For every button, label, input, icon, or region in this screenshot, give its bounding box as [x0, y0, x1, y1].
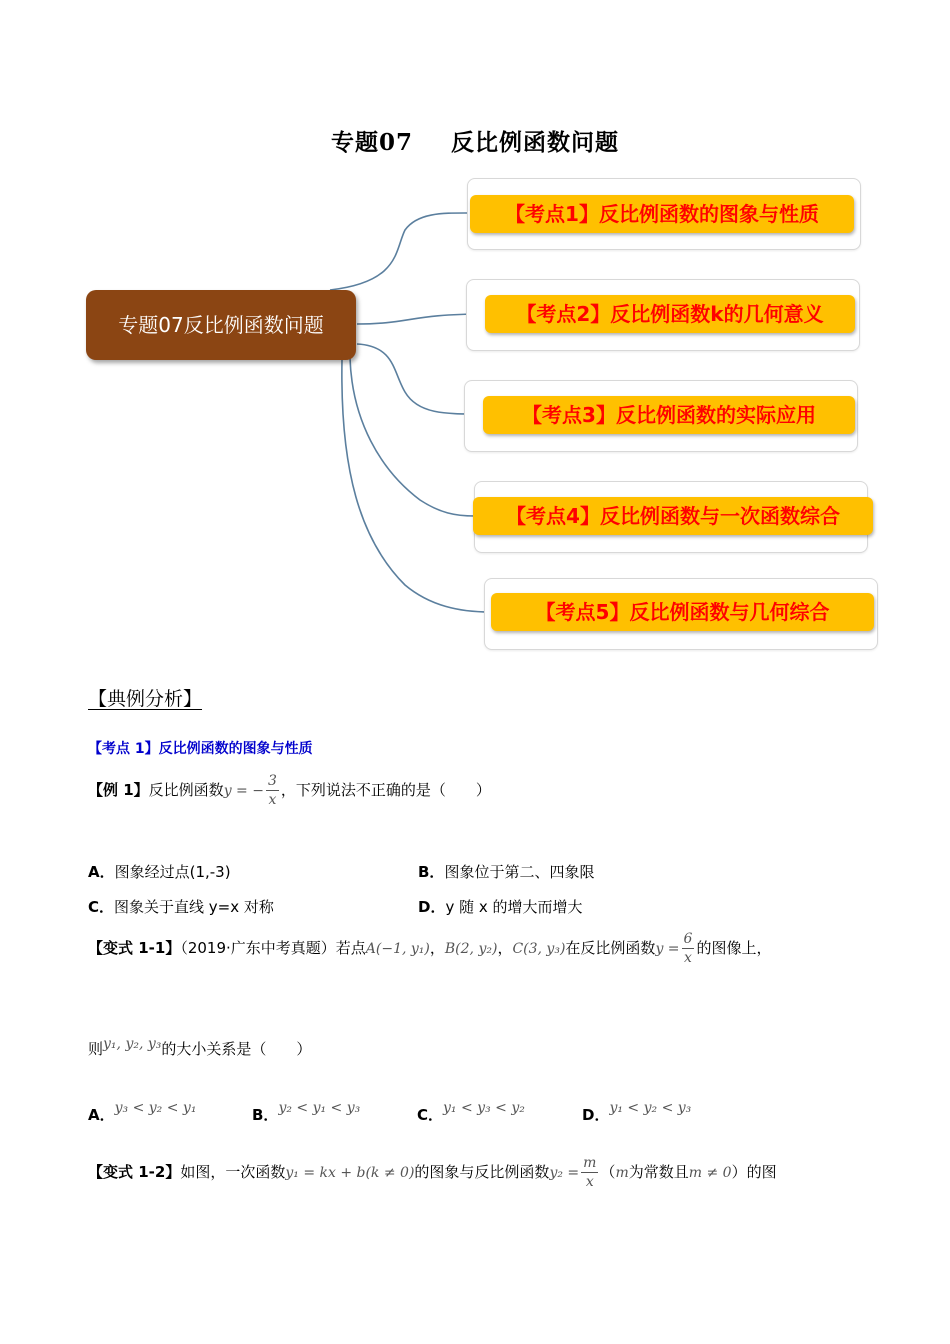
variant-1-1-fraction	[682, 930, 695, 967]
connector-1	[330, 213, 470, 290]
variant-1-1-option-b[interactable]	[252, 1098, 360, 1125]
option-text: 图象关于直线 y=x 对称	[114, 898, 274, 916]
section-heading: 【典例分析】	[88, 688, 203, 710]
fraction-denominator: x	[268, 792, 277, 808]
variant-1-2-text: ）的图	[731, 1163, 777, 1181]
fraction-denominator: x	[585, 1174, 594, 1190]
example-1-question: ，下列说法不正确的是（ ）	[280, 781, 491, 799]
variant-1-1-option-a[interactable]	[88, 1098, 196, 1125]
variant-1-1-text-after: 的图像上，	[696, 939, 772, 957]
variant-1-1-text: 在反比例函数	[565, 939, 656, 957]
fraction-denominator: x	[684, 950, 692, 966]
example-1-stem	[88, 772, 491, 809]
option-letter: D．	[418, 898, 446, 916]
variant-1-2-condition: m ≠ 0	[688, 1165, 732, 1181]
point-c: C(3, y₃)	[512, 941, 566, 957]
example-1-option-c[interactable]	[88, 896, 274, 917]
variant-1-2-text: 如图，一次函数	[180, 1163, 286, 1181]
example-1-option-b[interactable]	[418, 861, 594, 882]
example-1-option-d[interactable]	[418, 896, 583, 917]
title-sub: 反比例函数问题	[451, 129, 619, 156]
title-main: 专题07	[330, 129, 413, 156]
separator: ，	[429, 939, 445, 957]
option-expr: y₂ < y₁ < y₃	[278, 1100, 361, 1116]
variant-1-2-fraction	[581, 1154, 598, 1191]
option-letter: C．	[417, 1106, 444, 1124]
variant-1-1-source: （2019·广东中考真题）若点	[180, 939, 366, 957]
option-expr: y₁ < y₃ < y₂	[443, 1100, 525, 1116]
variant-1-2-stem	[88, 1154, 777, 1191]
variant-1-2-label: 【变式 1-2】	[88, 1163, 181, 1181]
variant-1-2-formula-2-lhs: y₂ =	[549, 1165, 580, 1181]
branch-5: 【考点5】反比例函数与几何综合	[491, 593, 874, 631]
branch-2: 【考点2】反比例函数k的几何意义	[485, 295, 855, 333]
example-1-option-a[interactable]	[88, 861, 231, 882]
example-1-text: 反比例函数	[148, 781, 224, 799]
fraction-numerator: 6	[683, 931, 693, 947]
connector-3	[357, 344, 480, 414]
variant-1-1-option-d[interactable]	[582, 1098, 691, 1125]
variant-1-2-text: 为常数且	[628, 1163, 689, 1181]
branch-4: 【考点4】反比例函数与一次函数综合	[473, 497, 873, 535]
example-1-label: 【例 1】	[88, 781, 149, 799]
variant-1-1-question: 的大小关系是（ ）	[161, 1040, 312, 1058]
variant-1-2-text: （	[600, 1163, 616, 1181]
kaodian-1-heading: 【考点 1】反比例函数的图象与性质	[88, 741, 313, 757]
variant-1-1-label: 【变式 1-1】	[88, 939, 181, 957]
option-letter: B．	[252, 1106, 279, 1124]
example-1-formula-lhs: y = −	[223, 783, 264, 799]
variant-1-1-stem	[88, 930, 771, 967]
option-letter: B．	[418, 863, 445, 881]
option-text: 图象位于第二、四象限	[444, 863, 595, 881]
mindmap-root: 专题07反比例函数问题	[86, 290, 356, 360]
variant-1-2-formula-1: y₁ = kx + b(k ≠ 0)	[285, 1165, 415, 1181]
branch-3: 【考点3】反比例函数的实际应用	[483, 396, 855, 434]
option-letter: A．	[88, 863, 115, 881]
point-a: A(−1, y₁)	[365, 941, 430, 957]
variant-1-2-var-m: m	[615, 1165, 629, 1181]
option-expr: y₃ < y₂ < y₁	[114, 1100, 197, 1116]
variant-1-1-then: 则	[88, 1040, 104, 1058]
variant-1-1-vars: y₁, y₂, y₃	[103, 1036, 162, 1052]
fraction-numerator: m	[583, 1155, 597, 1171]
option-letter: A．	[88, 1106, 115, 1124]
connector-4	[350, 358, 475, 516]
separator: ，	[497, 939, 513, 957]
option-text: y 随 x 的增大而增大	[445, 898, 583, 916]
branch-1: 【考点1】反比例函数的图象与性质	[470, 195, 854, 233]
option-expr: y₁ < y₂ < y₃	[609, 1100, 692, 1116]
fraction-numerator: 3	[267, 773, 277, 789]
example-1-fraction	[266, 772, 279, 809]
variant-1-1-option-c[interactable]	[417, 1098, 525, 1125]
option-text: 图象经过点(1,-3)	[114, 863, 231, 881]
option-letter: D．	[582, 1106, 610, 1124]
option-letter: C．	[88, 898, 115, 916]
variant-1-1-line2	[88, 1036, 311, 1059]
variant-1-1-formula-lhs: y =	[655, 941, 680, 957]
point-b: B(2, y₂)	[444, 941, 498, 957]
variant-1-2-text: 的图象与反比例函数	[414, 1163, 550, 1181]
